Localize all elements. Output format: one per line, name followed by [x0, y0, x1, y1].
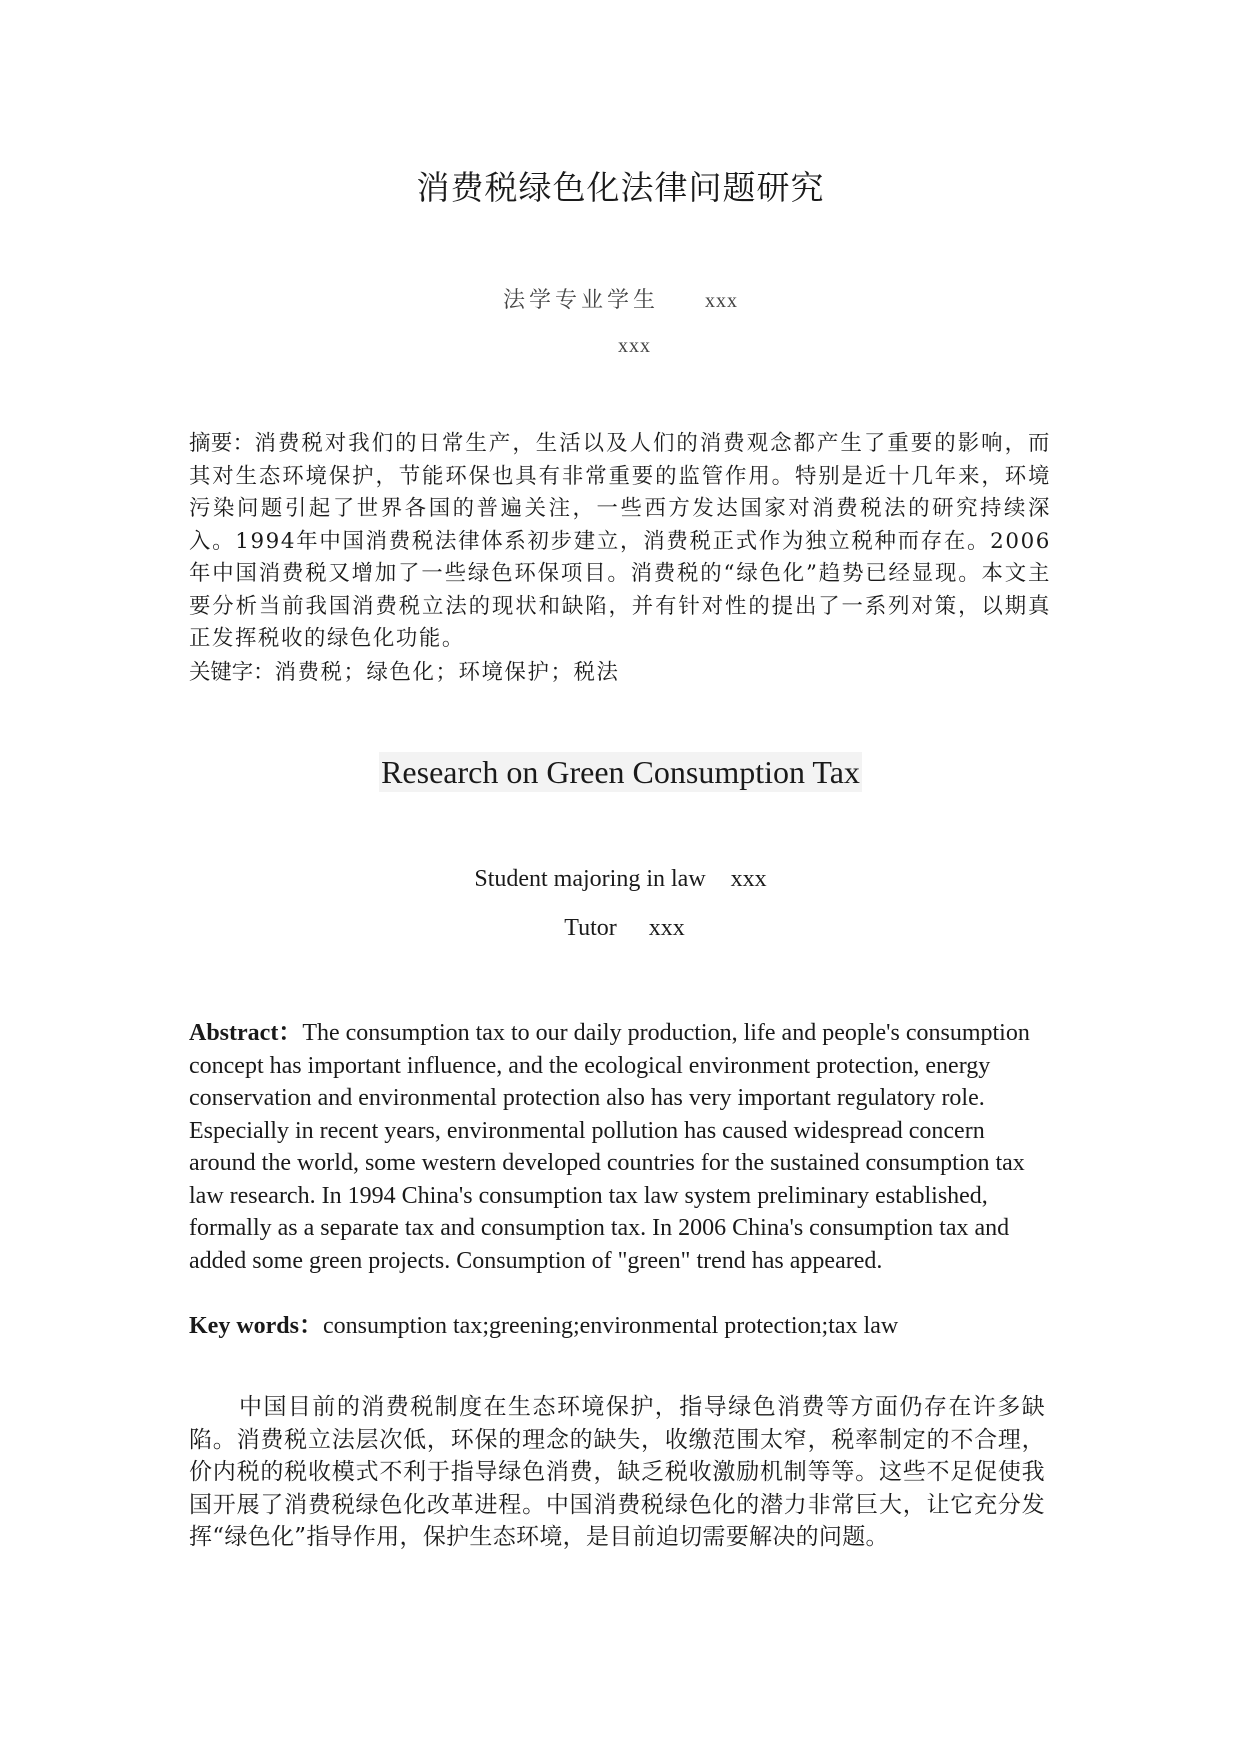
english-keywords [189, 1310, 1055, 1343]
english-tutor-name: xxx [648, 915, 685, 941]
english-title: Research on Green Consumption Tax [381, 754, 860, 790]
english-abstract [189, 1017, 1055, 1277]
english-tutor-label: Tutor [564, 915, 617, 941]
english-keywords-text: consumption tax;greening;environmental protection;tax law [323, 1313, 899, 1339]
chinese-author-role: 法学专业学生 [502, 288, 659, 313]
body-paragraph: 中国目前的消费税制度在生态环境保护，指导绿色消费等方面仍存在许多缺陷。消费税立法层次低，环保的理念的缺失，收缴范围太窄，税率制定的不合理，价内税的税收模式不利于指导绿色消费，缺乏税收激励机制等等。这些不足促使我国开展了消费税绿色化改革进程。中国消费税绿色化的潜力非常巨大，让它充分发挥“绿色化”指导作用，保护生态环境，是目前迫切需要解决的问题。 [189, 1394, 1045, 1550]
chinese-abstract-text: 消费税对我们的日常生产，生活以及人们的消费观念都产生了重要的影响，而其对生态环境保护，节能环保也具有非常重要的监管作用。特别是近十几年来，环境污染问题引起了世界各国的普遍关注，一些西方发达国家对消费税法的研究持续深入。1994年中国消费税法律体系初步建立，消费税正式作为独立税种而存在。2006年中国消费税又增加了一些绿色环保项目。消费税的“绿色化”趋势已经显现。本文主要分析当前我国消费税立法的现状和缺陷，并有针对性的提出了一系列对策，以期真正发挥税收的绿色化功能。 [189, 431, 1051, 651]
english-abstract-text: The consumption tax to our daily production, life and people's consumption concept has important influence, and the ecological environment protection, energy conservation and environmental protection also has very important regulatory role. Especially in recent years, environmental pollution has caused widespread concern around the world, some western developed countries for the sustained consumption tax law research. In 1994 China's consumption tax law system preliminary established, formally as a separate tax and consumption tax. In 2006 China's consumption tax and added some green projects. Consumption of "green" trend has appeared. [189, 1020, 1030, 1274]
english-author-role: Student majoring in law [474, 866, 706, 892]
chinese-author-name: xxx [705, 290, 738, 312]
english-abstract-label: Abstract： [189, 1020, 303, 1046]
chinese-keywords-text: 消费税；绿色化；环境保护；税法 [274, 660, 620, 685]
english-tutor-line [0, 915, 1241, 942]
chinese-tutor-name: xxx [618, 335, 651, 357]
chinese-author-line [0, 283, 1241, 314]
english-author-name: xxx [730, 866, 767, 892]
chinese-keywords [189, 657, 1051, 690]
chinese-abstract [189, 428, 1051, 656]
english-author-line [0, 866, 1241, 893]
chinese-keywords-label: 关键字： [189, 660, 275, 685]
english-keywords-label: Key words： [189, 1313, 323, 1339]
chinese-abstract-label: 摘要： [189, 431, 255, 456]
english-title-container [0, 752, 1241, 792]
chinese-title: 消费税绿色化法律问题研究 [416, 168, 825, 207]
